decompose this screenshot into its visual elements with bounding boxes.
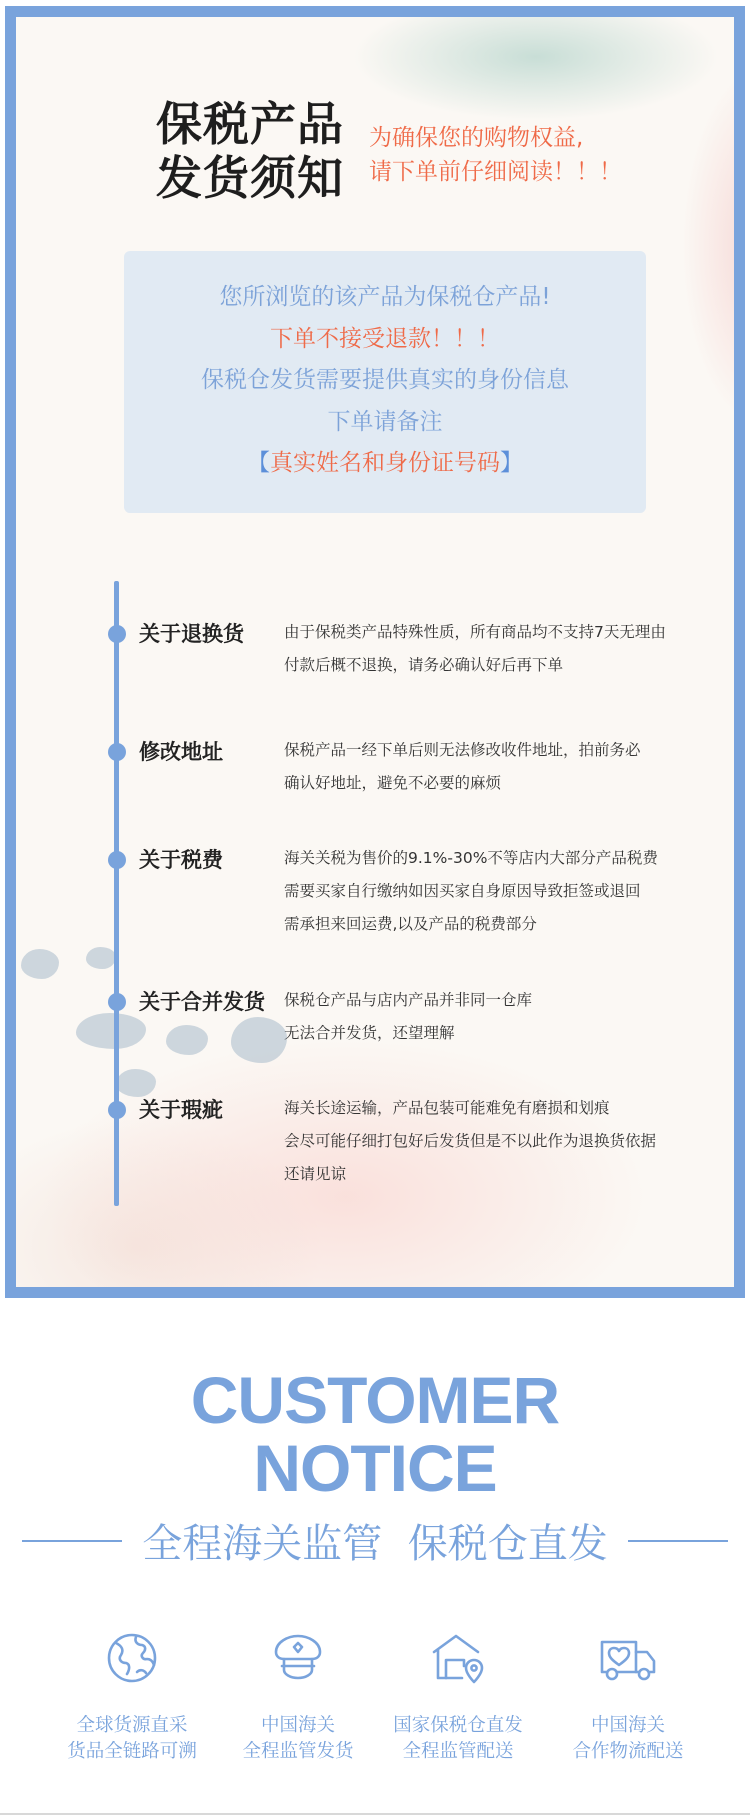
desc-line: 无法合并发货，还望理解 (284, 1024, 455, 1042)
bracket-close: 】 (500, 450, 523, 476)
title-line1: 保税产品 (156, 97, 344, 151)
feature-label-line1: 中国海关 (590, 1715, 665, 1736)
desc-line: 保税产品一经下单后则无法修改收件地址，拍前务必 (284, 741, 641, 759)
warehouse-location-icon (428, 1628, 488, 1688)
timeline-title-tax: 关于税费 (139, 848, 223, 872)
desc-line: 需承担来回运费,以及产品的税费部分 (284, 915, 537, 933)
feature-logistics (538, 1628, 718, 1765)
feature-customs-supervision (208, 1628, 388, 1765)
feature-label-line1: 中国海关 (260, 1715, 335, 1736)
decor-blot (21, 949, 59, 979)
notice-line-5 (124, 443, 646, 485)
timeline-desc-address (284, 734, 641, 800)
timeline-desc-tax (284, 842, 658, 941)
subtitle-line1: 为确保您的购物权益, (369, 125, 584, 151)
customs-cap-icon (268, 1628, 328, 1688)
desc-line: 需要买家自行缴纳如因买家自身原因导致拒签或退回 (284, 882, 641, 900)
slogan: 全程海关监管 保税仓直发 (142, 1521, 608, 1567)
feature-global-sourcing (42, 1628, 222, 1765)
feature-label-line2: 全程监管发货 (242, 1741, 354, 1762)
timeline-dot (108, 625, 126, 643)
decor-blot (116, 1069, 156, 1097)
notice-line-1: 您所浏览的该产品为保税仓产品! (219, 284, 551, 310)
timeline-desc-returns (284, 616, 666, 682)
notice-card (5, 6, 745, 1298)
title-line2: 发货须知 (156, 151, 344, 205)
bracket-open: 【 (247, 450, 270, 476)
subtitle-line2: 请下单前仔细阅读！！！ (369, 159, 622, 185)
decor-blot (166, 1025, 208, 1055)
timeline-dot (108, 743, 126, 761)
globe-icon (102, 1628, 162, 1688)
timeline-desc-defects (284, 1092, 656, 1191)
timeline-title-address: 修改地址 (139, 740, 223, 764)
desc-line: 付款后概不退换，请务必确认好后再下单 (284, 656, 564, 674)
decor-blot (86, 947, 116, 969)
timeline-title-returns: 关于退换货 (139, 622, 244, 646)
page-subtitle (369, 121, 622, 189)
timeline-desc-merge (284, 984, 532, 1050)
timeline-title-merge: 关于合并发货 (139, 990, 265, 1014)
feature-bonded-warehouse (368, 1628, 548, 1765)
feature-label-line1: 全球货源直采 (76, 1715, 188, 1736)
timeline-dot (108, 851, 126, 869)
notice-line-2: 下单不接受退款！！！ (270, 325, 500, 352)
desc-line: 确认好地址，避免不必要的麻烦 (284, 774, 502, 792)
notice-line-3: 保税仓发货需要提供真实的身份信息 (201, 367, 569, 393)
customer-heading-line2: NOTICE (253, 1431, 497, 1505)
feature-label-line2: 全程监管配送 (402, 1741, 514, 1762)
desc-line: 海关关税为售价的9.1%-30%不等店内大部分产品税费 (284, 849, 658, 867)
desc-line: 会尽可能仔细打包好后发货但是不以此作为退换货依据 (284, 1132, 657, 1150)
decor-blot (76, 1013, 146, 1049)
feature-label-line2: 合作物流配送 (572, 1741, 684, 1762)
desc-line: 海关长途运输，产品包装可能难免有磨损和划痕 (284, 1099, 610, 1117)
feature-label-line2: 货品全链路可溯 (67, 1741, 197, 1762)
timeline-title-defects: 关于瑕疵 (139, 1098, 223, 1122)
notice-box (124, 251, 646, 513)
desc-line: 由于保税类产品特殊性质，所有商品均不支持7天无理由 (284, 623, 666, 641)
delivery-truck-icon (598, 1628, 658, 1688)
timeline-dot (108, 1101, 126, 1119)
decor-blot (231, 1017, 287, 1063)
feature-label-line1: 国家保税仓直发 (393, 1715, 523, 1736)
id-requirement-text: 真实姓名和身份证号码 (270, 450, 500, 476)
desc-line: 保税仓产品与店内产品并非同一仓库 (284, 991, 533, 1009)
customer-heading-line1: CUSTOMER (190, 1363, 560, 1437)
desc-line: 还请见谅 (284, 1165, 347, 1183)
timeline-dot (108, 993, 126, 1011)
notice-line-4: 下单请备注 (327, 408, 443, 435)
bottom-divider (0, 1813, 750, 1815)
page-title (156, 97, 346, 205)
